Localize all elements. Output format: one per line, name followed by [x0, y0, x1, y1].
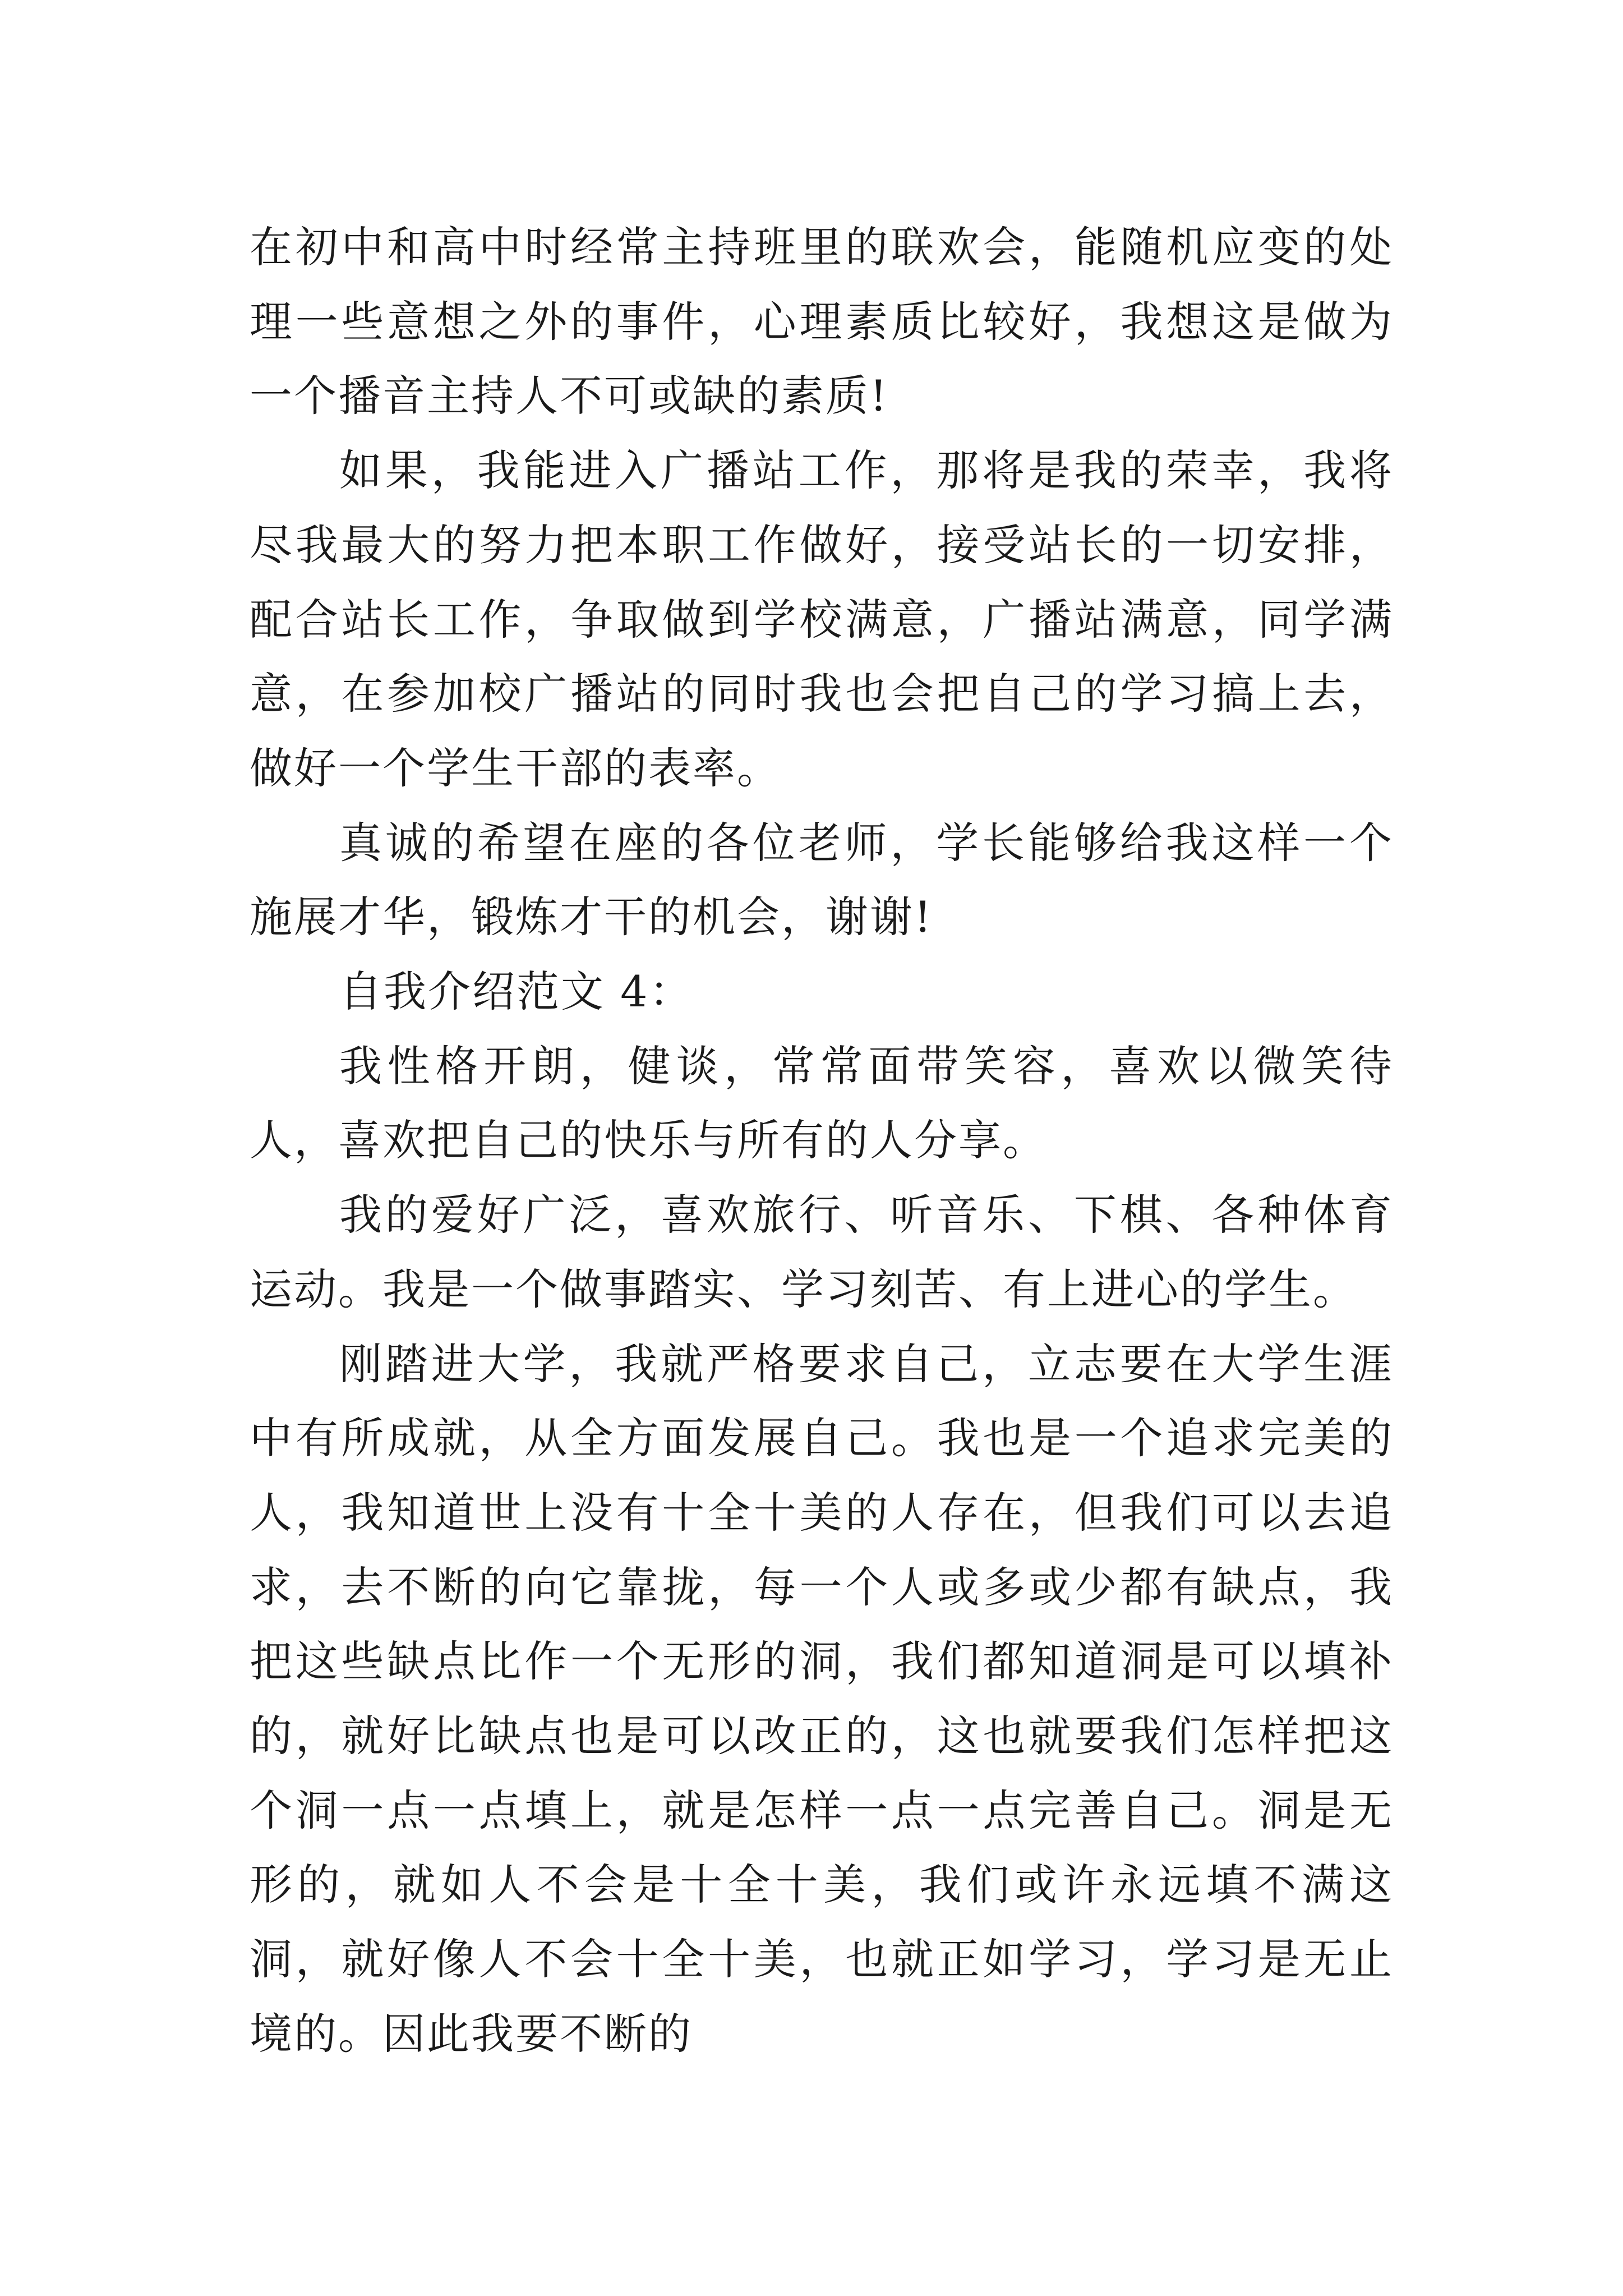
paragraph-broadcast-commitment: 如果，我能进入广播站工作，那将是我的荣幸，我将尽我最大的努力把本职工作做好，接受站长的一切安排，配合站长工作，争取做到学校满意，广播站满意，同学满意，在参加校广播站的同时我也会把自己的学习搞上去，做好一个学生干部的表率。 [250, 445, 1394, 793]
paragraph-broadcast-experience: 在初中和高中时经常主持班里的联欢会，能随机应变的处理一些意想之外的事件，心理素质比较好，我想这是做为一个播音主持人不可或缺的素质! [250, 222, 1394, 421]
paragraph-personality: 我性格开朗，健谈，常常面带笑容，喜欢以微笑待人，喜欢把自己的快乐与所有的人分享。 [250, 1041, 1394, 1166]
paragraph-thanks: 真诚的希望在座的各位老师，学长能够给我这样一个施展才华，锻炼才干的机会，谢谢! [250, 817, 1394, 942]
document-body [250, 210, 1394, 2072]
paragraph-hobbies: 我的爱好广泛，喜欢旅行、听音乐、下棋、各种体育运动。我是一个做事踏实、学习刻苦、有上进心的学生。 [250, 1190, 1394, 1314]
section-heading: 自我介绍范文 4： [339, 967, 694, 1017]
paragraph-self-improvement: 刚踏进大学，我就严格要求自己，立志要在大学生涯中有所成就，从全方面发展自己。我也是一个追求完美的人，我知道世上没有十全十美的人存在，但我们可以去追求，去不断的向它靠拢，每一个人或多或少都有缺点，我把这些缺点比作一个无形的洞，我们都知道洞是可以填补的，就好比缺点也是可以改正的，这也就要我们怎样把这个洞一点一点填上，就是怎样一点一点完善自己。洞是无形的，就如人不会是十全十美，我们或许永远填不满这洞，就好像人不会十全十美，也就正如学习，学习是无止境的。因此我要不断的 [250, 1338, 1394, 2059]
